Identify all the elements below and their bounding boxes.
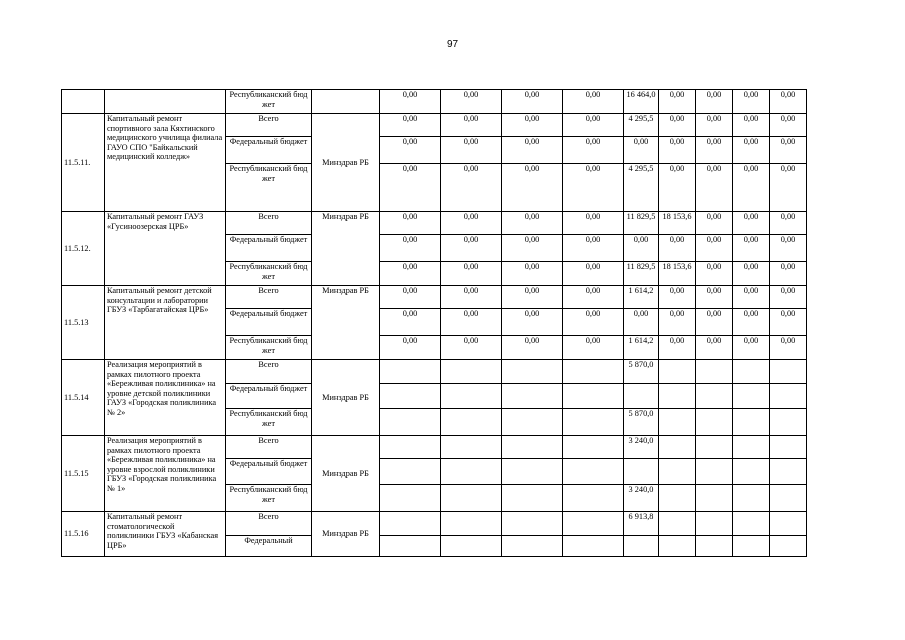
- value-cell: 0,00: [770, 114, 807, 137]
- value-cell: 0,00: [563, 235, 624, 262]
- value-cell: 0,00: [502, 114, 563, 137]
- funding-source-cell: Федеральный бюджет: [226, 309, 312, 336]
- value-cell: [770, 409, 807, 436]
- value-cell: 0,00: [770, 336, 807, 360]
- value-cell: [563, 409, 624, 436]
- budget-table: [61, 89, 843, 557]
- funding-source-cell: Республиканский бюджет: [226, 90, 312, 114]
- value-cell: [659, 436, 696, 459]
- value-cell: 0,00: [502, 235, 563, 262]
- value-cell: 0,00: [770, 286, 807, 309]
- value-cell: [624, 536, 659, 557]
- value-cell: 0,00: [441, 164, 502, 212]
- value-cell: 0,00: [733, 286, 770, 309]
- item-number-cell: 11.5.11.: [62, 114, 105, 212]
- value-cell: 0,00: [502, 309, 563, 336]
- value-cell: [380, 536, 441, 557]
- value-cell: 0,00: [441, 90, 502, 114]
- value-cell: [733, 536, 770, 557]
- value-cell: 0,00: [696, 262, 733, 286]
- item-name-cell: Реализация мероприятий в рамках пилотного проекта «Бережливая поликлиника» на уровне взрослой поликлиники ГБУЗ «Городская поликлиника № 1»: [105, 436, 226, 512]
- value-cell: [502, 459, 563, 485]
- funding-source-cell: Федеральный бюджет: [226, 137, 312, 164]
- value-cell: 0,00: [441, 309, 502, 336]
- value-cell: 0,00: [502, 137, 563, 164]
- ministry-cell: Минздрав РБ: [312, 436, 380, 512]
- value-cell: [770, 360, 807, 384]
- value-cell: [563, 459, 624, 485]
- item-name-cell: Капитальный ремонт детской консультации и лаборатории ГБУЗ «Тарбагатайская ЦРБ»: [105, 286, 226, 360]
- value-cell: 0,00: [733, 164, 770, 212]
- value-cell: 0,00: [380, 262, 441, 286]
- value-cell: 0,00: [502, 212, 563, 235]
- value-cell: [770, 436, 807, 459]
- value-cell: [696, 436, 733, 459]
- funding-source-cell: Всего: [226, 512, 312, 536]
- value-cell: [733, 409, 770, 436]
- value-cell: 0,00: [563, 164, 624, 212]
- value-cell: 11 829,5: [624, 212, 659, 235]
- funding-source-cell: Всего: [226, 286, 312, 309]
- value-cell: 0,00: [696, 286, 733, 309]
- value-cell: [659, 485, 696, 512]
- value-cell: 0,00: [380, 164, 441, 212]
- value-cell: [733, 436, 770, 459]
- value-cell: 0,00: [659, 235, 696, 262]
- value-cell: 0,00: [696, 137, 733, 164]
- value-cell: 0,00: [563, 212, 624, 235]
- value-cell: [770, 512, 807, 536]
- value-cell: 18 153,6: [659, 212, 696, 235]
- value-cell: [733, 384, 770, 409]
- value-cell: 0,00: [659, 114, 696, 137]
- value-cell: 6 913,8: [624, 512, 659, 536]
- funding-source-cell: Республиканский бюджет: [226, 485, 312, 512]
- value-cell: 5 870,0: [624, 360, 659, 384]
- value-cell: [563, 485, 624, 512]
- value-cell: 0,00: [659, 137, 696, 164]
- value-cell: [502, 409, 563, 436]
- value-cell: [502, 512, 563, 536]
- value-cell: 0,00: [770, 212, 807, 235]
- value-cell: 0,00: [441, 114, 502, 137]
- value-cell: [441, 485, 502, 512]
- value-cell: [380, 459, 441, 485]
- item-name-cell: Капитальный ремонт стоматологической поликлиники ГБУЗ «Кабанская ЦРБ»: [105, 512, 226, 557]
- funding-source-cell: Республиканский бюджет: [226, 336, 312, 360]
- value-cell: [441, 384, 502, 409]
- value-cell: 0,00: [696, 90, 733, 114]
- value-cell: 0,00: [380, 212, 441, 235]
- value-cell: 0,00: [770, 262, 807, 286]
- value-cell: 0,00: [441, 212, 502, 235]
- value-cell: [441, 409, 502, 436]
- item-name-cell: [105, 90, 226, 114]
- ministry-cell: Минздрав РБ: [312, 286, 380, 360]
- value-cell: 0,00: [733, 336, 770, 360]
- value-cell: [563, 436, 624, 459]
- ministry-cell: Минздрав РБ: [312, 360, 380, 436]
- value-cell: [441, 512, 502, 536]
- value-cell: [696, 409, 733, 436]
- funding-source-cell: Федеральный бюджет: [226, 459, 312, 485]
- funding-source-cell: Всего: [226, 212, 312, 235]
- value-cell: 1 614,2: [624, 336, 659, 360]
- page-number: 97: [446, 39, 459, 50]
- table-row: [62, 286, 843, 309]
- value-cell: 0,00: [696, 212, 733, 235]
- value-cell: 0,00: [563, 286, 624, 309]
- funding-source-cell: Всего: [226, 360, 312, 384]
- item-number-cell: 11.5.13: [62, 286, 105, 360]
- value-cell: [380, 360, 441, 384]
- value-cell: [502, 384, 563, 409]
- value-cell: 0,00: [659, 286, 696, 309]
- value-cell: [659, 360, 696, 384]
- table-row: [62, 212, 843, 235]
- value-cell: 0,00: [733, 309, 770, 336]
- value-cell: 0,00: [696, 336, 733, 360]
- funding-source-cell: Федеральный бюджет: [226, 235, 312, 262]
- value-cell: 0,00: [659, 309, 696, 336]
- ministry-cell: [312, 90, 380, 114]
- value-cell: [380, 436, 441, 459]
- value-cell: 0,00: [380, 90, 441, 114]
- value-cell: 0,00: [659, 90, 696, 114]
- value-cell: 0,00: [441, 235, 502, 262]
- value-cell: 0,00: [380, 286, 441, 309]
- value-cell: [563, 384, 624, 409]
- value-cell: [696, 512, 733, 536]
- ministry-cell: Минздрав РБ: [312, 114, 380, 212]
- value-cell: 3 240,0: [624, 436, 659, 459]
- item-number-cell: 11.5.16: [62, 512, 105, 557]
- value-cell: [441, 360, 502, 384]
- item-number-cell: 11.5.14: [62, 360, 105, 436]
- value-cell: 0,00: [624, 309, 659, 336]
- ministry-cell: Минздрав РБ: [312, 212, 380, 286]
- value-cell: [502, 485, 563, 512]
- value-cell: 0,00: [502, 336, 563, 360]
- funding-source-cell: Всего: [226, 436, 312, 459]
- value-cell: [696, 536, 733, 557]
- value-cell: [380, 485, 441, 512]
- item-number-cell: 11.5.12.: [62, 212, 105, 286]
- value-cell: [659, 512, 696, 536]
- value-cell: 0,00: [380, 114, 441, 137]
- value-cell: 0,00: [733, 114, 770, 137]
- table-row: [62, 360, 843, 384]
- value-cell: 0,00: [733, 90, 770, 114]
- value-cell: 0,00: [380, 336, 441, 360]
- value-cell: [380, 512, 441, 536]
- item-name-cell: Реализация мероприятий в рамках пилотного проекта «Бережливая поликлиника» на уровне детской поликлиники ГАУЗ «Городская поликлиника № 2»: [105, 360, 226, 436]
- value-cell: [441, 459, 502, 485]
- value-cell: 0,00: [696, 235, 733, 262]
- value-cell: [502, 536, 563, 557]
- value-cell: [733, 459, 770, 485]
- value-cell: 0,00: [441, 336, 502, 360]
- value-cell: 0,00: [770, 137, 807, 164]
- item-number-cell: [62, 90, 105, 114]
- value-cell: 0,00: [733, 262, 770, 286]
- ministry-cell: Минздрав РБ: [312, 512, 380, 557]
- value-cell: [659, 459, 696, 485]
- value-cell: 0,00: [563, 114, 624, 137]
- value-cell: 0,00: [502, 286, 563, 309]
- value-cell: 4 295,5: [624, 164, 659, 212]
- value-cell: 11 829,5: [624, 262, 659, 286]
- value-cell: [733, 512, 770, 536]
- value-cell: 0,00: [733, 235, 770, 262]
- item-number-cell: 11.5.15: [62, 436, 105, 512]
- item-name-cell: Капитальный ремонт спортивного зала Кяхтинского медицинского училища филиала ГАУО СПО "Байкальский медицинский колледж»: [105, 114, 226, 212]
- value-cell: 0,00: [380, 137, 441, 164]
- value-cell: 0,00: [733, 212, 770, 235]
- value-cell: 5 870,0: [624, 409, 659, 436]
- value-cell: 0,00: [502, 262, 563, 286]
- value-cell: [770, 459, 807, 485]
- value-cell: 0,00: [380, 309, 441, 336]
- value-cell: 1 614,2: [624, 286, 659, 309]
- value-cell: [563, 536, 624, 557]
- value-cell: 0,00: [380, 235, 441, 262]
- value-cell: 18 153,6: [659, 262, 696, 286]
- value-cell: [659, 409, 696, 436]
- value-cell: 0,00: [563, 262, 624, 286]
- value-cell: [380, 409, 441, 436]
- table-row: [62, 436, 843, 459]
- value-cell: [770, 485, 807, 512]
- value-cell: [770, 536, 807, 557]
- value-cell: 0,00: [441, 286, 502, 309]
- value-cell: 0,00: [659, 336, 696, 360]
- value-cell: [502, 436, 563, 459]
- value-cell: 0,00: [770, 309, 807, 336]
- value-cell: [659, 384, 696, 409]
- funding-source-cell: Всего: [226, 114, 312, 137]
- table-row: [62, 114, 843, 137]
- value-cell: [733, 485, 770, 512]
- value-cell: 0,00: [624, 137, 659, 164]
- value-cell: 3 240,0: [624, 485, 659, 512]
- value-cell: 0,00: [441, 262, 502, 286]
- value-cell: 0,00: [563, 90, 624, 114]
- value-cell: [696, 459, 733, 485]
- value-cell: 0,00: [770, 164, 807, 212]
- value-cell: 0,00: [733, 137, 770, 164]
- value-cell: 0,00: [696, 309, 733, 336]
- value-cell: [733, 360, 770, 384]
- value-cell: 0,00: [502, 164, 563, 212]
- value-cell: 0,00: [502, 90, 563, 114]
- funding-source-cell: Федеральный бюджет: [226, 384, 312, 409]
- value-cell: 0,00: [770, 235, 807, 262]
- value-cell: 0,00: [770, 90, 807, 114]
- value-cell: 0,00: [441, 137, 502, 164]
- value-cell: [659, 536, 696, 557]
- value-cell: 0,00: [624, 235, 659, 262]
- table-row: [62, 512, 843, 536]
- funding-source-cell: Федеральный: [226, 536, 312, 557]
- value-cell: [380, 384, 441, 409]
- value-cell: [441, 536, 502, 557]
- value-cell: [770, 384, 807, 409]
- item-name-cell: Капитальный ремонт ГАУЗ «Гусиноозерская ЦРБ»: [105, 212, 226, 286]
- value-cell: 0,00: [696, 164, 733, 212]
- value-cell: 0,00: [659, 164, 696, 212]
- value-cell: [502, 360, 563, 384]
- value-cell: [441, 436, 502, 459]
- value-cell: [696, 360, 733, 384]
- value-cell: 0,00: [563, 336, 624, 360]
- value-cell: 0,00: [563, 137, 624, 164]
- table-row: [62, 90, 843, 114]
- value-cell: [696, 384, 733, 409]
- value-cell: [696, 485, 733, 512]
- value-cell: [624, 384, 659, 409]
- value-cell: 0,00: [563, 309, 624, 336]
- value-cell: [624, 459, 659, 485]
- value-cell: 0,00: [696, 114, 733, 137]
- value-cell: [563, 512, 624, 536]
- funding-source-cell: Республиканский бюджет: [226, 409, 312, 436]
- funding-source-cell: Республиканский бюджет: [226, 262, 312, 286]
- funding-source-cell: Республиканский бюджет: [226, 164, 312, 212]
- value-cell: [563, 360, 624, 384]
- value-cell: 16 464,0: [624, 90, 659, 114]
- value-cell: 4 295,5: [624, 114, 659, 137]
